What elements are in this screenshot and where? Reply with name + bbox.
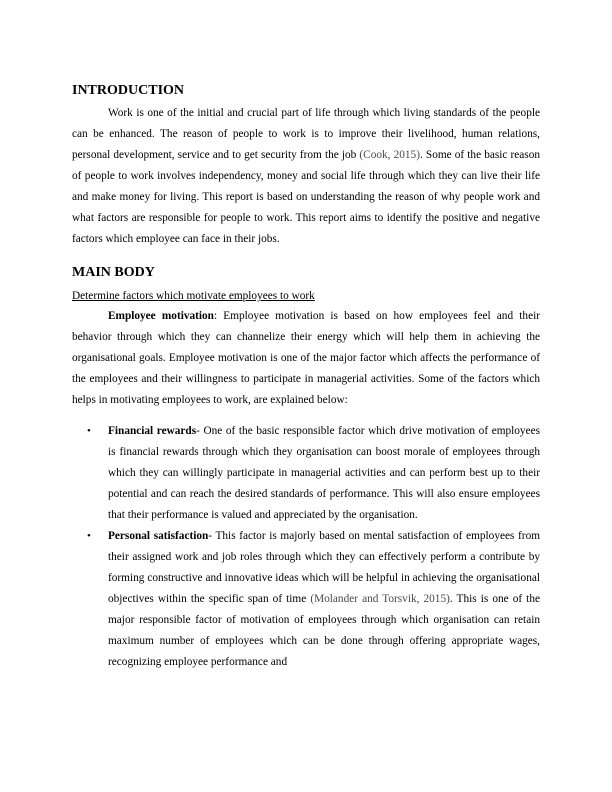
introduction-citation: (Cook, 2015) xyxy=(359,149,420,161)
bullet-icon: • xyxy=(87,530,91,542)
personal-satisfaction-text-part2: . This is one of the major responsible factor of motivation of employees through which organisation can retain maximum number of employees which can be done through offering appropriate wages, recognizing employee performance and xyxy=(108,593,540,668)
main-body-heading: MAIN BODY xyxy=(72,265,155,280)
personal-satisfaction-term: Personal satisfaction xyxy=(108,530,209,542)
bullet-icon: • xyxy=(87,425,91,437)
financial-rewards-term: Financial rewards xyxy=(108,425,197,437)
personal-satisfaction-text-part1: - This factor is majorly based on mental satisfaction of employees from their assigned work and job roles through which they can effectively perform a contribute by forming constructive and innovative ideas which will be helpful in achieving the organisational objectives within the specific span of time xyxy=(108,530,540,605)
introduction-text-part2: . Some of the basic reason of people to work involves independency, money and social life through which they can live their life and make money for living. This report is based on understanding the reason of why people work and what factors are responsible for people to work. This report aims to identify the positive and negative factors which employee can face in their jobs. xyxy=(72,149,540,245)
introduction-text-part1: Work is one of the initial and crucial part of life through which living standards of the people can be enhanced. The reason of people to work is to improve their livelihood, human relations, personal development, service and to get security from the job xyxy=(72,107,540,161)
employee-motivation-paragraph xyxy=(72,306,540,411)
list-item-personal-satisfaction xyxy=(72,526,540,673)
personal-satisfaction-citation: (Molander and Torsvik, 2015) xyxy=(310,593,450,605)
employee-motivation-text: : Employee motivation is based on how employees feel and their behavior through which they can channelize their energy which will help them in achieving the organisational goals. Employee motivation is one of the major factor which affects the performance of the employees and their willingness to participate in managerial activities. Some of the factors which helps in motivating employees to work, are explained below: xyxy=(72,310,540,406)
introduction-paragraph xyxy=(72,103,540,250)
introduction-heading: INTRODUCTION xyxy=(72,83,185,98)
financial-rewards-text: - One of the basic responsible factor which drive motivation of employees is financial rewards through which they organisation can boost morale of employees through which they can willingly participate in managerial activities and can perform best up to their potential and can reach the desired standards of performance. This will also ensure employees that their performance is valued and appreciated by the organisation. xyxy=(108,425,541,521)
section-subheading: Determine factors which motivate employees to work xyxy=(72,290,315,302)
factors-list xyxy=(72,421,540,673)
list-item-financial-rewards xyxy=(72,421,540,526)
employee-motivation-term: Employee motivation xyxy=(108,310,214,322)
document-page xyxy=(72,82,540,673)
